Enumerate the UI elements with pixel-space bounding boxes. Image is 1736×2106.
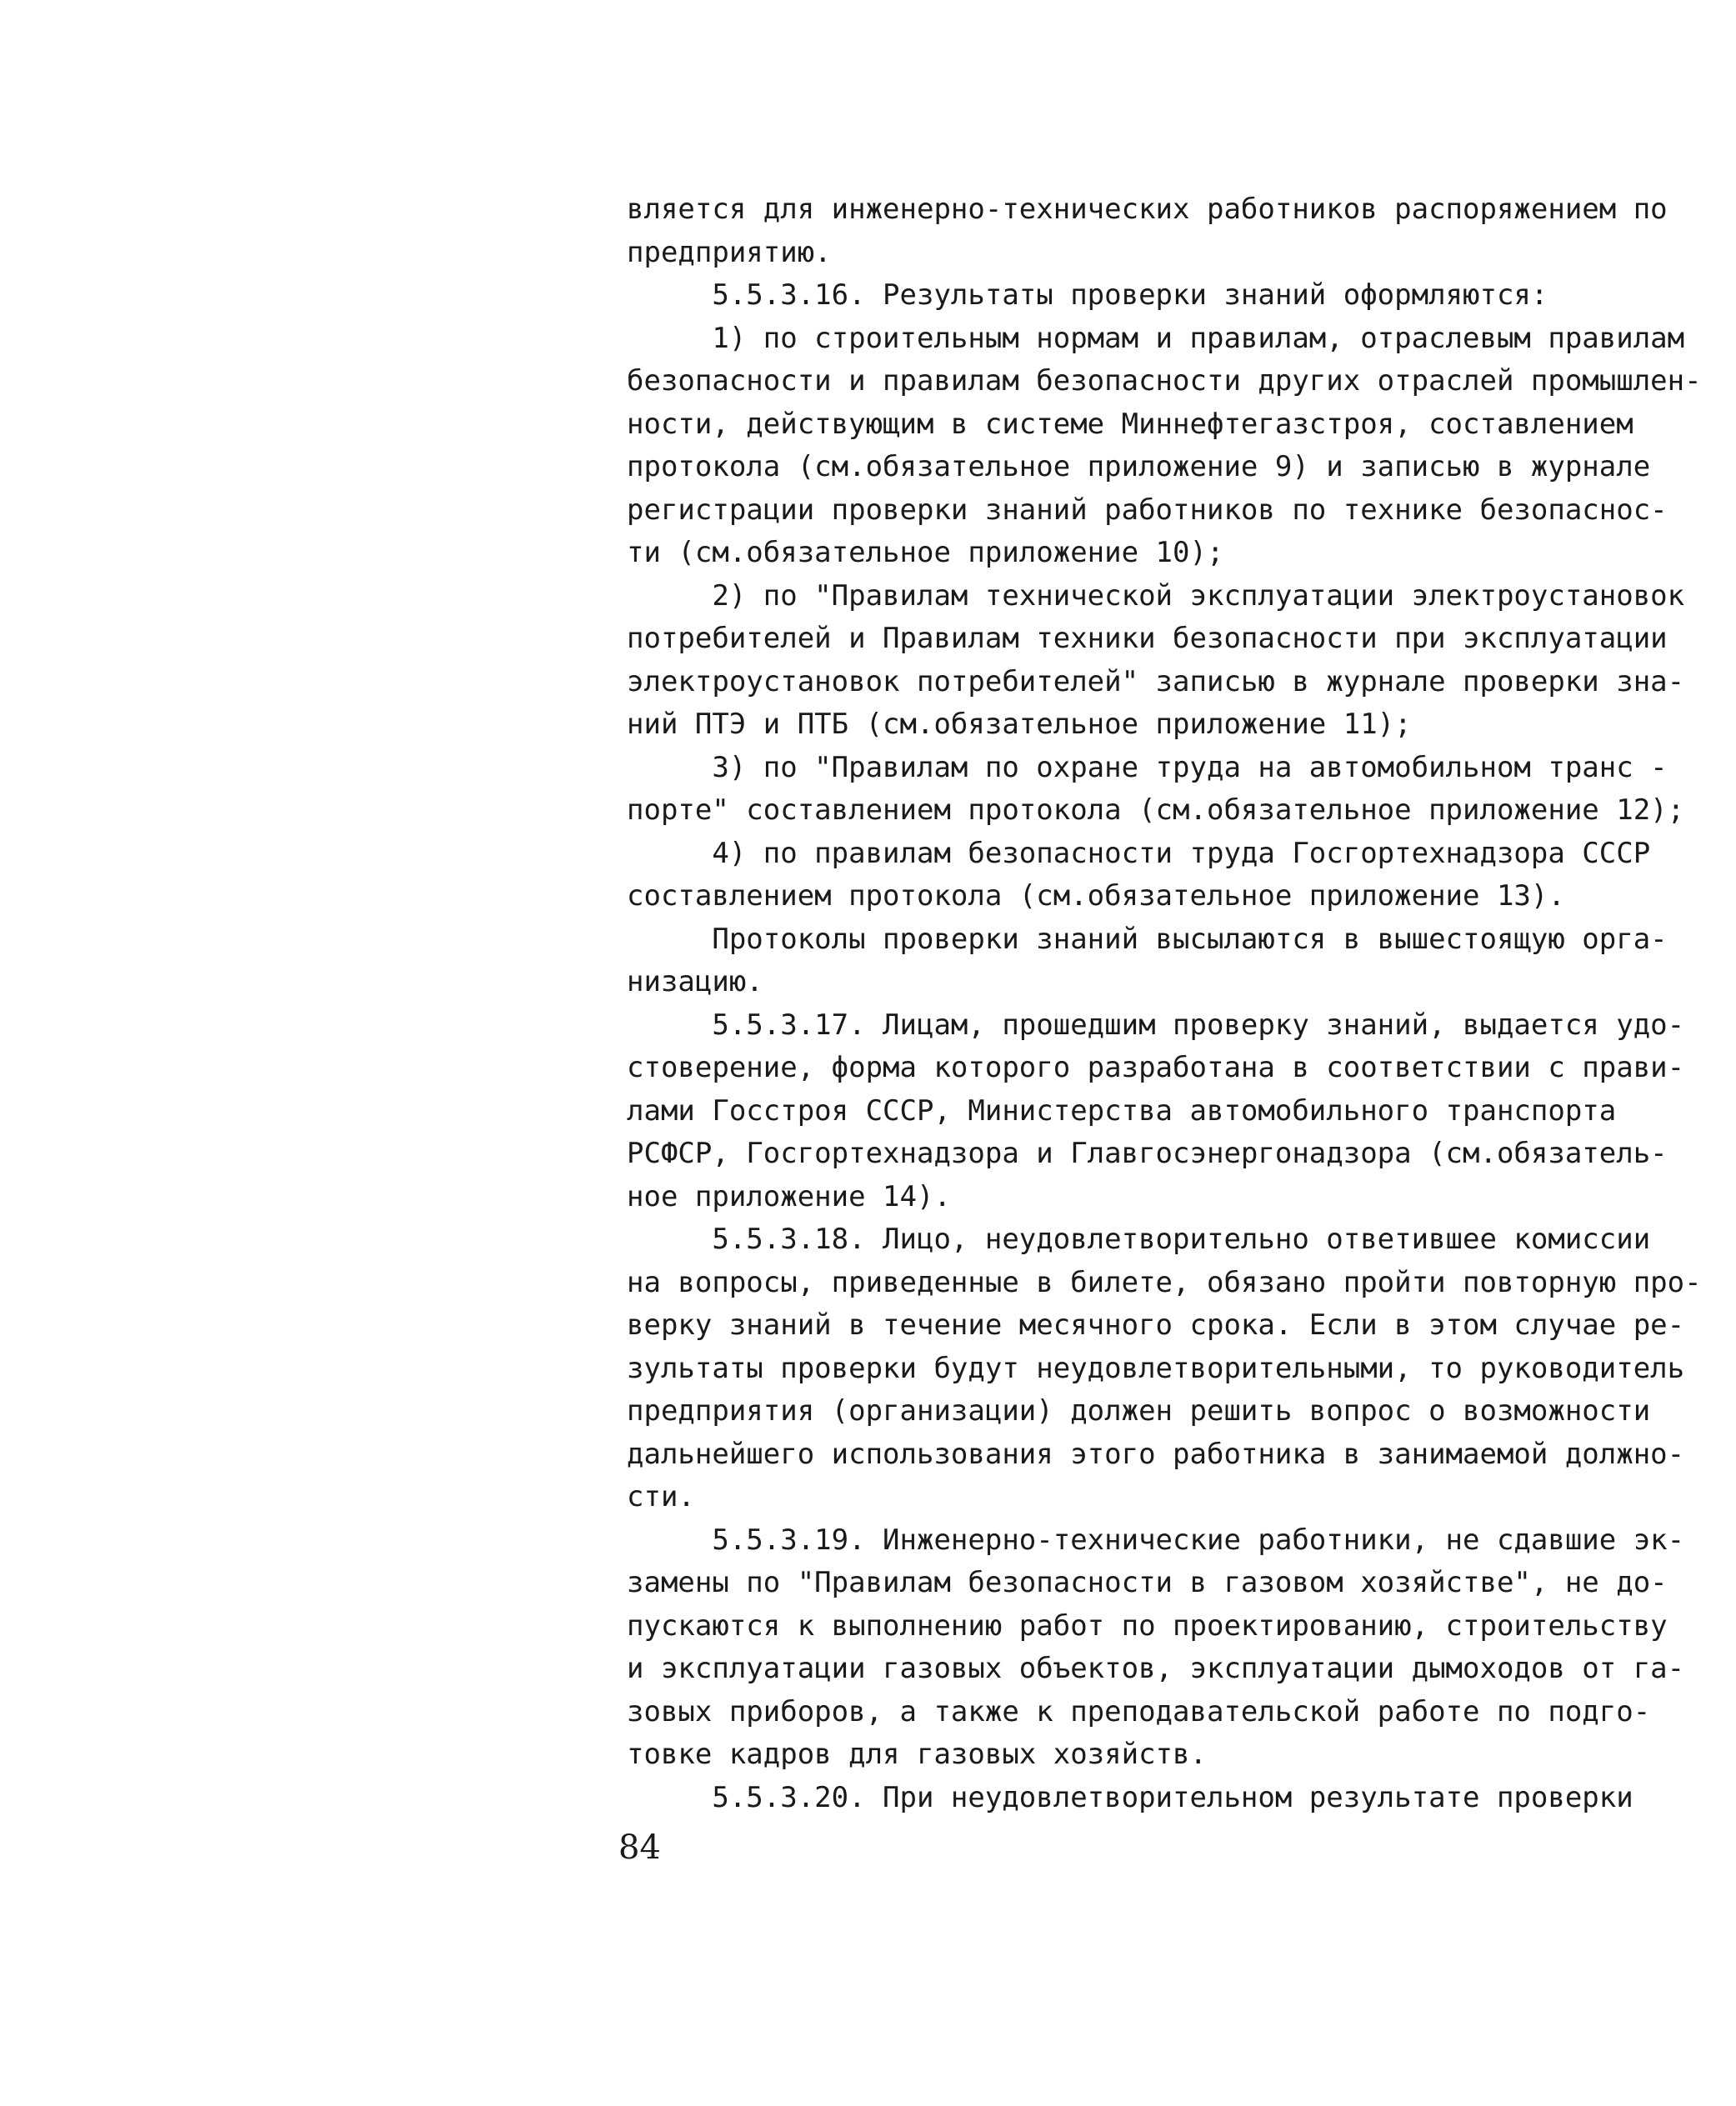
text-line: порте" составлением протокола (см.обязательное приложение 12);	[627, 793, 1685, 827]
text-line: 5.5.3.18. Лицо, неудовлетворительно ответившее комиссии	[627, 1223, 1651, 1256]
text-line: 5.5.3.16. Результаты проверки знаний оформляются:	[627, 278, 1548, 312]
text-line: ти (см.обязательное приложение 10);	[627, 536, 1224, 569]
text-line: безопасности и правилам безопасности других отраслей промышлен-	[627, 364, 1702, 398]
text-line: сти.	[627, 1480, 695, 1513]
page-number: 84	[618, 1828, 661, 1867]
text-line: зультаты проверки будут неудовлетворительными, то руководитель	[627, 1351, 1685, 1385]
text-line: пускаются к выполнению работ по проектированию, строительству	[627, 1608, 1668, 1643]
text-line: стоверение, форма которого разработана в соответствии с прави-	[627, 1051, 1685, 1084]
text-line: 5.5.3.19. Инженерно-технические работники, не сдавшие эк-	[627, 1523, 1685, 1557]
text-line: ности, действующим в системе Миннефтегазстроя, составлением	[627, 407, 1633, 441]
text-line: потребителей и Правилам техники безопасности при эксплуатации	[627, 622, 1668, 655]
text-line: товке кадров для газовых хозяйств.	[627, 1738, 1207, 1771]
text-line: протокола (см.обязательное приложение 9) и записью в журнале	[627, 450, 1651, 483]
text-line: электроустановок потребителей" записью в журнале проверки зна-	[627, 664, 1685, 698]
text-line: ний ПТЭ и ПТБ (см.обязательное приложение 11);	[627, 708, 1412, 741]
text-line: зовых приборов, а также к преподавательской работе по подго-	[627, 1694, 1651, 1728]
text-line: верку знаний в течение месячного срока. Если в этом случае ре-	[627, 1308, 1685, 1342]
text-line: дальнейшего использования этого работника в занимаемой должно-	[627, 1437, 1685, 1471]
text-line: 1) по строительным нормам и правилам, отраслевым правилам	[627, 321, 1685, 355]
text-line: РСФСР, Госгортехнадзора и Главгосэнергонадзора (см.обязатель-	[627, 1137, 1668, 1170]
text-line: 2) по "Правилам технической эксплуатации электроустановок	[627, 578, 1685, 613]
text-line: и эксплуатации газовых объектов, эксплуатации дымоходов от га-	[627, 1652, 1685, 1685]
text-line: на вопросы, приведенные в билете, обязано пройти повторную про-	[627, 1265, 1702, 1299]
text-line: предприятия (организации) должен решить вопрос о возможности	[627, 1394, 1651, 1428]
text-line: составлением протокола (см.обязательное приложение 13).	[627, 879, 1565, 913]
text-line: предприятию.	[627, 235, 832, 269]
body-text	[627, 188, 1702, 1819]
text-line: вляется для инженерно-технических работников распоряжением по	[627, 193, 1668, 226]
text-line: 4) по правилам безопасности труда Госгортехнадзора СССР	[627, 836, 1651, 870]
text-line: Протоколы проверки знаний высылаются в вышестоящую орга-	[627, 922, 1668, 956]
text-line: низацию.	[627, 965, 763, 998]
text-line: 5.5.3.17. Лицам, прошедшим проверку знаний, выдается удо-	[627, 1008, 1685, 1042]
text-line: 3) по "Правилам по охране труда на автомобильном транс -	[627, 750, 1668, 784]
text-line: 5.5.3.20. При неудовлетворительном результате проверки	[627, 1780, 1633, 1814]
text-line: замены по "Правилам безопасности в газовом хозяйстве", не до-	[627, 1566, 1668, 1599]
text-line: ное приложение 14).	[627, 1179, 951, 1213]
text-line: регистрации проверки знаний работников по технике безопаснос-	[627, 493, 1668, 527]
text-line: лами Госстроя СССР, Министерства автомобильного транспорта	[627, 1093, 1617, 1128]
